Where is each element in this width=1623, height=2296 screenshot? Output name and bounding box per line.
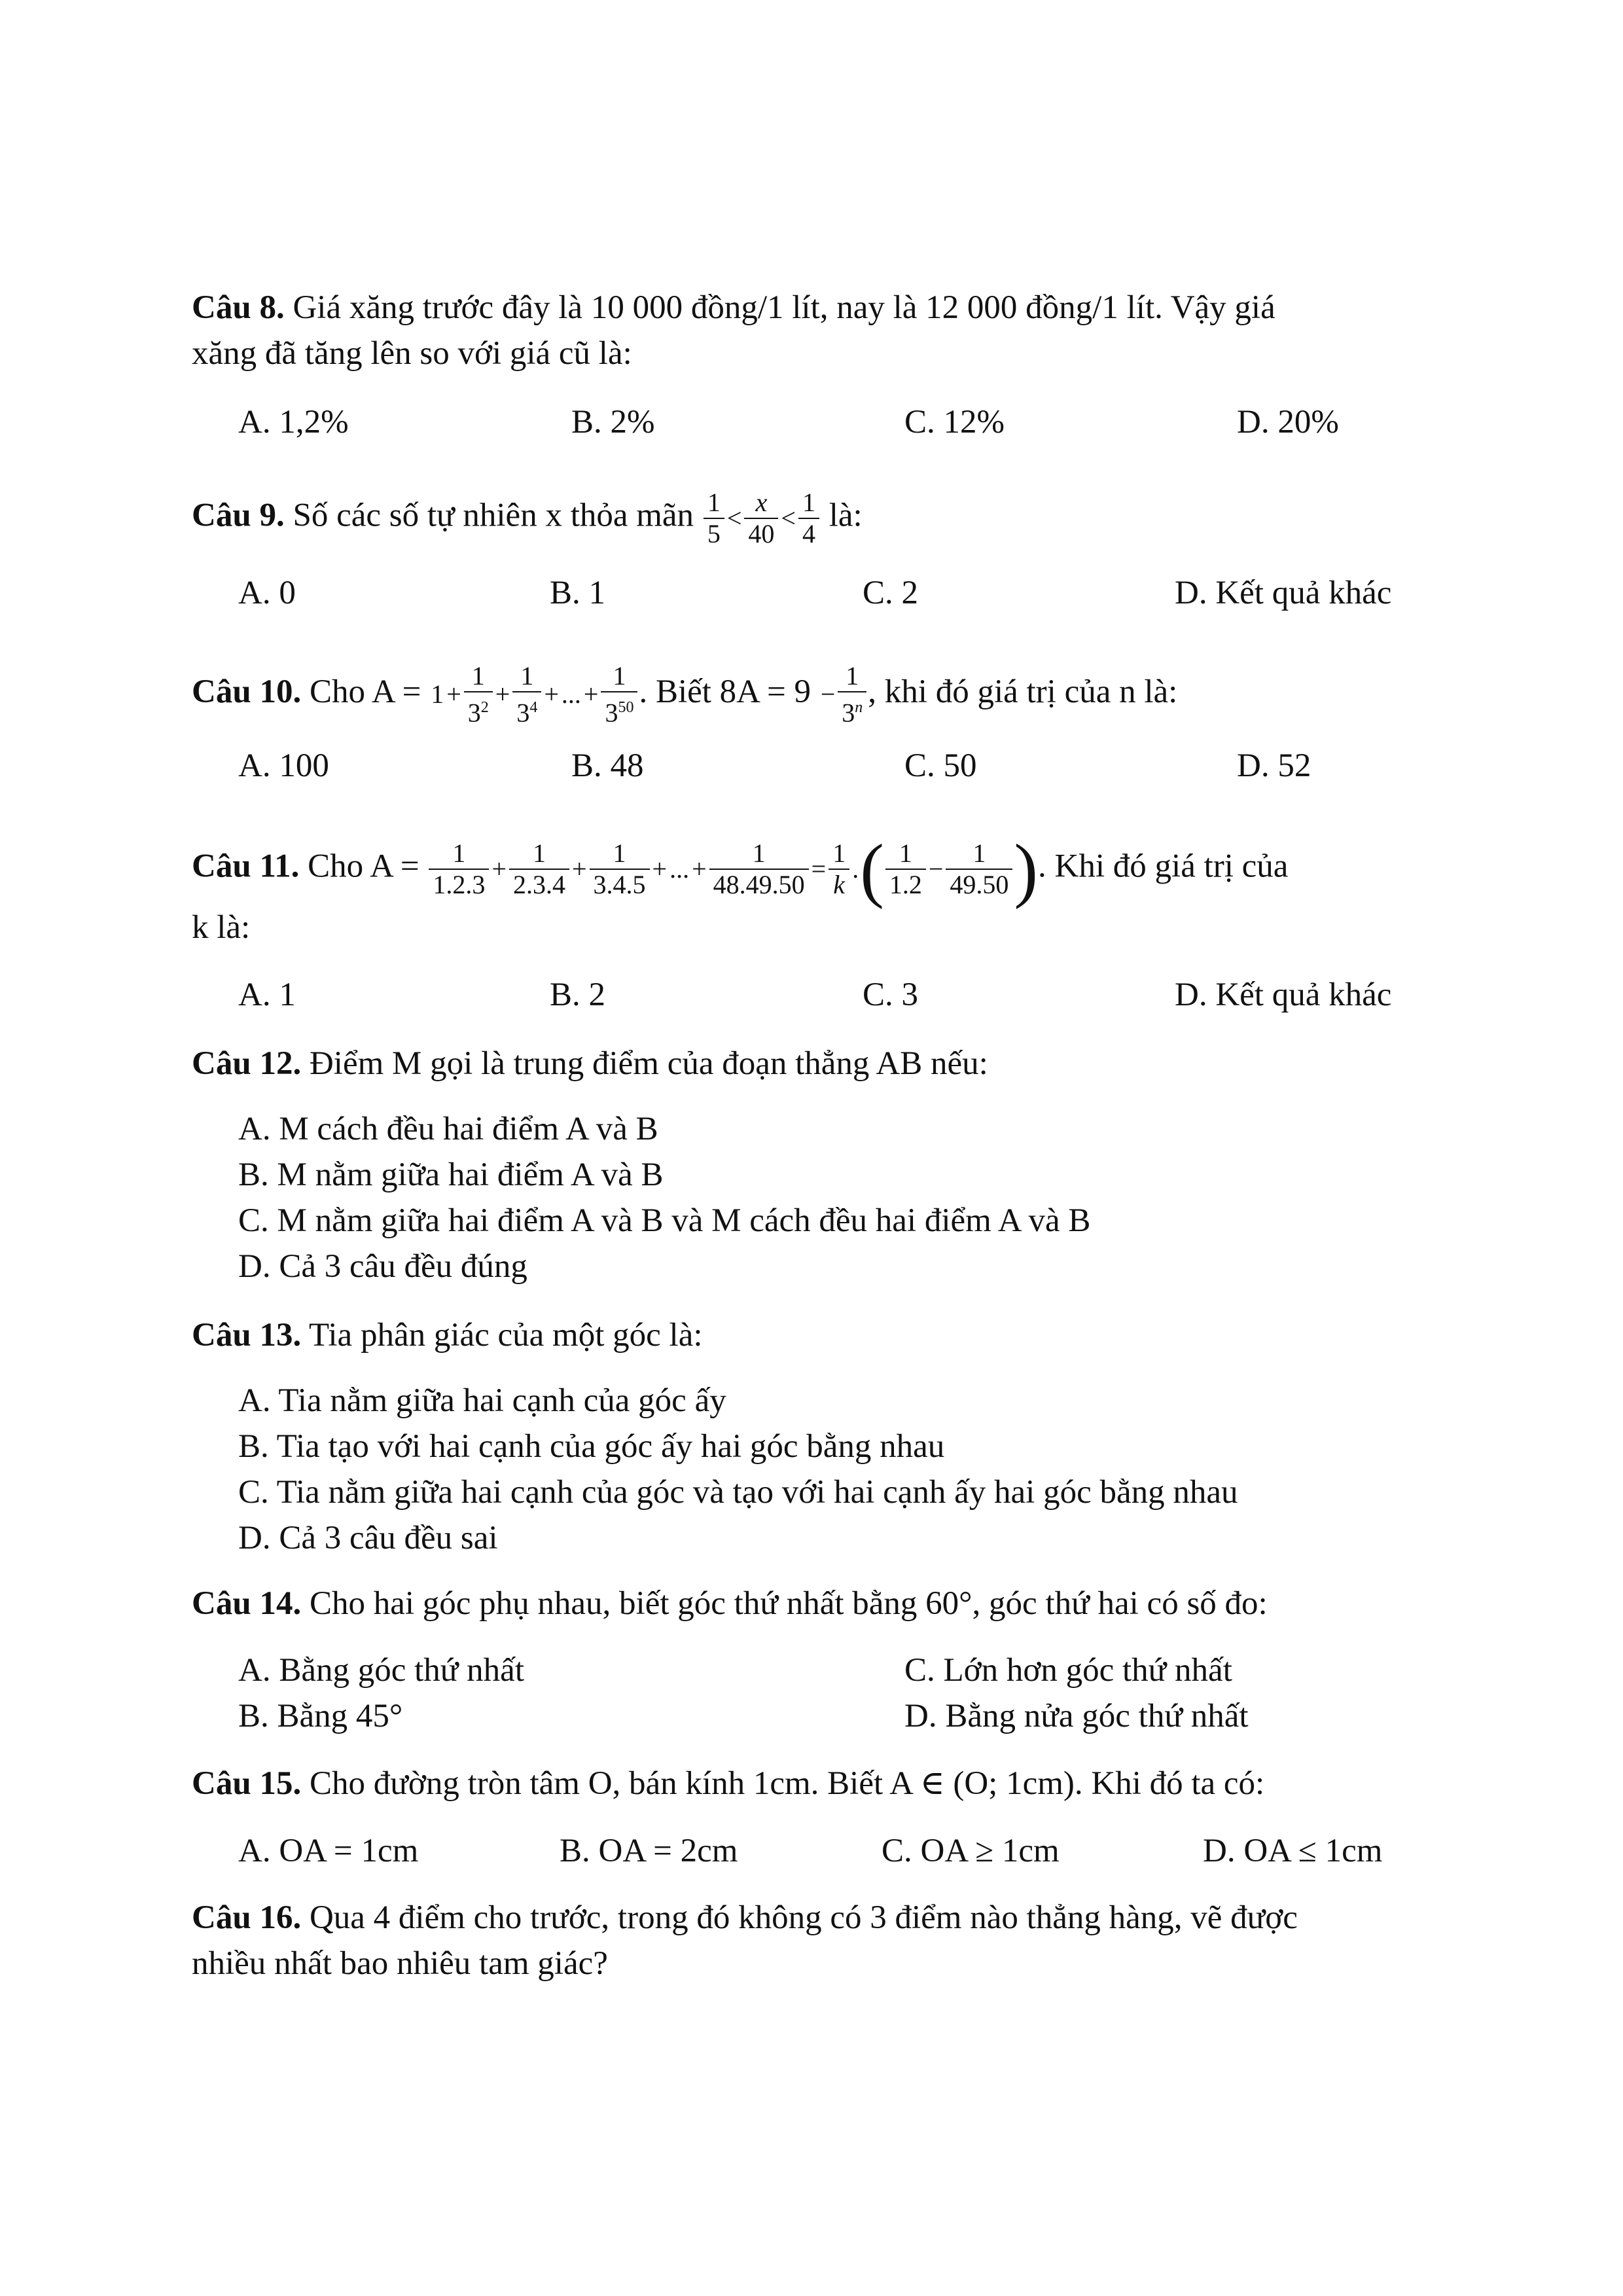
- q10-option-b[interactable]: B. 48: [571, 747, 644, 784]
- question-16-text-cont: nhiều nhất bao nhiêu tam giác?: [192, 1945, 608, 1982]
- question-12: [192, 1044, 988, 1083]
- q12-option-b[interactable]: B. M nằm giữa hai điểm A và B: [238, 1157, 664, 1193]
- question-13: [192, 1316, 703, 1355]
- q9-inequality: $\frac{1}{5}$ < $\frac{x}{40}$ < $\frac{1}{4}$: [702, 497, 829, 534]
- q15-option-d[interactable]: D. OA ≤ 1cm: [1203, 1833, 1383, 1869]
- q15-option-b[interactable]: B. OA = 2cm: [560, 1833, 738, 1869]
- question-12-text: Điểm M gọi là trung điểm của đoạn thẳng AB nếu:: [301, 1045, 988, 1082]
- q11-option-b[interactable]: B. 2: [550, 977, 606, 1013]
- question-11-label: Câu 11.: [192, 848, 300, 885]
- question-16: [192, 1898, 1298, 1937]
- question-10-text: Cho A =: [301, 673, 430, 710]
- question-9-text-end: là:: [829, 497, 863, 534]
- q9-option-a[interactable]: A. 0: [238, 575, 296, 611]
- q9-option-d[interactable]: D. Kết quả khác: [1175, 575, 1392, 611]
- question-10-text-end: , khi đó giá trị của n là:: [868, 673, 1178, 710]
- question-9-label: Câu 9.: [192, 497, 285, 534]
- question-10-text-mid: . Biết 8A = 9: [639, 673, 819, 710]
- question-8-label: Câu 8.: [192, 289, 285, 326]
- question-12-label: Câu 12.: [192, 1045, 302, 1082]
- question-10-label: Câu 10.: [192, 673, 302, 710]
- question-10: [192, 661, 1177, 728]
- q10-sum-expression: 1 + $\frac{1}{3^2}$ + $\frac{1}{3^4}$ + ... + $\frac{1}{3^{50}}$: [429, 673, 639, 710]
- q15-option-a[interactable]: A. OA = 1cm: [238, 1833, 419, 1869]
- q11-sum-expression: $\frac{1}{1.2.3}$ + $\frac{1}{2.3.4}$ + $\frac{1}{3.4.5}$ + ... + $\frac{1}{48.49.50}$ = $\frac{1}{k}$ .( $\frac{1}{1.2}$ − $\frac{1}{49.50}$ ): [427, 848, 1038, 885]
- q8-option-a[interactable]: A. 1,2%: [238, 404, 349, 440]
- q12-option-c[interactable]: C. M nằm giữa hai điểm A và B và M cách đều hai điểm A và B: [238, 1202, 1091, 1239]
- q14-option-b[interactable]: B. Bằng 45°: [238, 1698, 403, 1734]
- q13-option-b[interactable]: B. Tia tạo với hai cạnh của góc ấy hai góc bằng nhau: [238, 1428, 945, 1465]
- question-14-text: Cho hai góc phụ nhau, biết góc thứ nhất bằng 60°, góc thứ hai có số đo:: [301, 1585, 1268, 1622]
- q10-option-c[interactable]: C. 50: [904, 747, 977, 784]
- question-13-label: Câu 13.: [192, 1317, 302, 1354]
- question-11-text-cont: k là:: [192, 909, 251, 946]
- q14-option-d[interactable]: D. Bằng nửa góc thứ nhất: [904, 1698, 1249, 1734]
- question-14-label: Câu 14.: [192, 1585, 302, 1622]
- q12-option-d[interactable]: D. Cả 3 câu đều đúng: [238, 1248, 527, 1285]
- question-11-text: Cho A =: [299, 848, 428, 885]
- q11-option-c[interactable]: C. 3: [863, 977, 919, 1013]
- q11-option-d[interactable]: D. Kết quả khác: [1175, 977, 1392, 1013]
- q8-option-d[interactable]: D. 20%: [1237, 404, 1339, 440]
- q8-option-c[interactable]: C. 12%: [904, 404, 1005, 440]
- question-13-text: Tia phân giác của một góc là:: [301, 1317, 703, 1354]
- question-15-text: Cho đường tròn tâm O, bán kính 1cm. Biết A ∈ (O; 1cm). Khi đó ta có:: [301, 1765, 1265, 1802]
- q11-option-a[interactable]: A. 1: [238, 977, 296, 1013]
- q13-option-c[interactable]: C. Tia nằm giữa hai cạnh của góc và tạo với hai cạnh ấy hai góc bằng nhau: [238, 1474, 1238, 1511]
- question-11-text-end: . Khi đó giá trị của: [1038, 848, 1289, 885]
- question-8: [192, 288, 1275, 327]
- q9-option-b[interactable]: B. 1: [550, 575, 606, 611]
- question-16-label: Câu 16.: [192, 1899, 302, 1936]
- question-8-text-cont: xăng đã tăng lên so với giá cũ là:: [192, 335, 632, 372]
- q9-option-c[interactable]: C. 2: [863, 575, 919, 611]
- question-8-text: Giá xăng trước đây là 10 000 đồng/1 lít, nay là 12 000 đồng/1 lít. Vậy giá: [284, 289, 1275, 326]
- question-14: [192, 1584, 1268, 1623]
- q15-option-c[interactable]: C. OA ≥ 1cm: [882, 1833, 1060, 1869]
- q10-option-d[interactable]: D. 52: [1237, 747, 1311, 784]
- question-11: [192, 829, 1289, 909]
- q8-option-b[interactable]: B. 2%: [571, 404, 655, 440]
- question-15: [192, 1764, 1264, 1803]
- q14-option-c[interactable]: C. Lớn hơn góc thứ nhất: [904, 1652, 1232, 1689]
- q12-option-a[interactable]: A. M cách đều hai điểm A và B: [238, 1111, 658, 1147]
- q14-option-a[interactable]: A. Bằng góc thứ nhất: [238, 1652, 524, 1689]
- q10-option-a[interactable]: A. 100: [238, 747, 329, 784]
- question-15-label: Câu 15.: [192, 1765, 302, 1802]
- question-9: [192, 488, 863, 549]
- question-16-text: Qua 4 điểm cho trước, trong đó không có 3 điểm nào thẳng hàng, vẽ được: [301, 1899, 1298, 1936]
- question-9-text: Số các số tự nhiên x thỏa mãn: [284, 497, 694, 534]
- q13-option-d[interactable]: D. Cả 3 câu đều sai: [238, 1520, 498, 1556]
- q10-rhs: − $\frac{1}{3^n}$: [819, 673, 868, 710]
- q13-option-a[interactable]: A. Tia nằm giữa hai cạnh của góc ấy: [238, 1382, 726, 1419]
